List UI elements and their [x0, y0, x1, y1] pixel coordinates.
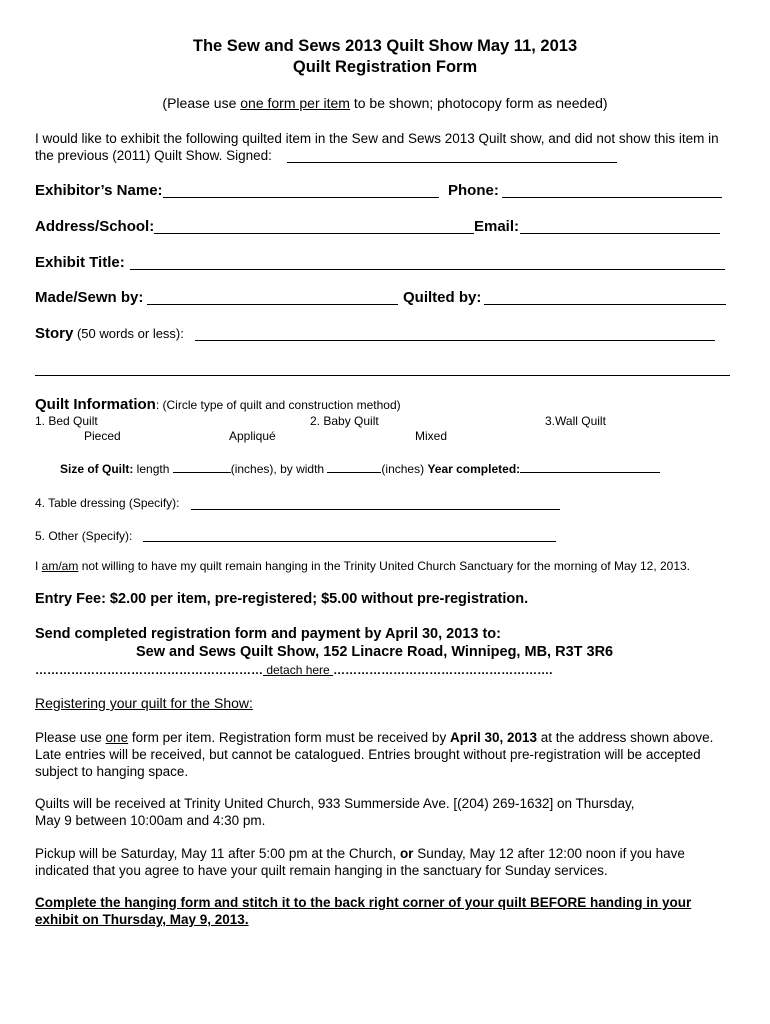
registering-p1-line1: Please use one form per item. Registration form must be received by April 30, 2013 at the address shown above.	[35, 730, 714, 745]
method-pieced[interactable]: Pieced	[84, 429, 121, 443]
phone-field[interactable]	[502, 197, 722, 198]
form-title: The Sew and Sews 2013 Quilt Show May 11, 2013	[192, 37, 578, 55]
am-am-choice[interactable]: am/am	[41, 559, 79, 573]
other-label: 5. Other (Specify):	[35, 529, 133, 543]
hanging-consent: I am/am not willing to have my quilt remain hanging in the Trinity United Church Sanctuary for the morning of May 12, 2013.	[35, 559, 691, 573]
length-field[interactable]	[173, 461, 231, 473]
story-field-line-1[interactable]	[195, 340, 715, 341]
form-subtitle: Quilt Registration Form	[292, 58, 478, 76]
method-applique[interactable]: Appliqué	[229, 429, 276, 443]
exhibit-title-field[interactable]	[130, 269, 725, 270]
registering-p3-line1: Pickup will be Saturday, May 11 after 5:00 pm at the Church, or Sunday, May 12 after 12:00 noon if you have	[35, 846, 685, 861]
exhibit-title-label: Exhibit Title:	[35, 254, 125, 271]
signature-line[interactable]	[287, 162, 617, 163]
phone-label: Phone:	[448, 182, 499, 199]
made-by-field[interactable]	[147, 304, 398, 305]
quilted-by-field[interactable]	[484, 304, 726, 305]
hanging-form-instructions-line2: exhibit on Thursday, May 9, 2013.	[35, 912, 249, 927]
detach-line: ………………………………………………… detach here ……………………………………………….	[35, 663, 553, 677]
registering-p1-line2: Late entries will be received, but cannot be catalogued. Entries brought without pre-registration will be accepted	[35, 747, 701, 762]
address-field[interactable]	[154, 233, 474, 234]
address-label: Address/School:	[35, 218, 155, 235]
entry-fee: Entry Fee: $2.00 per item, pre-registered; $5.00 without pre-registration.	[35, 591, 529, 607]
year-completed-field[interactable]	[520, 461, 660, 473]
registering-p1-line3: subject to hanging space.	[35, 764, 189, 779]
quilted-by-label: Quilted by:	[403, 289, 482, 306]
registering-p3-line2: indicated that you agree to have your quilt remain hanging in the sanctuary for Sunday services.	[35, 863, 608, 878]
exhibitor-name-field[interactable]	[163, 197, 439, 198]
type-baby-quilt[interactable]: 2. Baby Quilt	[310, 414, 379, 428]
intro-line-1: I would like to exhibit the following quilted item in the Sew and Sews 2013 Quilt show, and did not show this item in	[35, 131, 719, 146]
method-mixed[interactable]: Mixed	[415, 429, 448, 443]
registering-p2-line2: May 9 between 10:00am and 4:30 pm.	[35, 813, 266, 828]
registering-p2-line1: Quilts will be received at Trinity United Church, 933 Summerside Ave. [(204) 269-1632] on Thursday,	[35, 796, 635, 811]
type-bed-quilt[interactable]: 1. Bed Quilt	[35, 414, 98, 428]
quilt-info-heading: Quilt Information: (Circle type of quilt and construction method)	[35, 396, 401, 413]
story-field-line-2[interactable]	[35, 375, 730, 376]
table-dressing-field[interactable]	[191, 509, 560, 510]
intro-line-2: the previous (2011) Quilt Show. Signed:	[35, 148, 272, 163]
mailing-address: Sew and Sews Quilt Show, 152 Linacre Road, Winnipeg, MB, R3T 3R6	[136, 644, 614, 660]
width-field[interactable]	[327, 461, 381, 473]
made-by-label: Made/Sewn by:	[35, 289, 144, 306]
send-instructions: Send completed registration form and payment by April 30, 2013 to:	[35, 626, 501, 642]
type-wall-quilt[interactable]: 3.Wall Quilt	[545, 414, 606, 428]
hanging-form-instructions-line1: Complete the hanging form and stitch it to the back right corner of your quilt BEFORE handing in your	[35, 895, 692, 910]
size-row: Size of Quilt: length (inches), by width (inches) Year completed:	[60, 461, 660, 476]
usage-note: (Please use one form per item to be shown; photocopy form as needed)	[162, 95, 608, 111]
registering-heading: Registering your quilt for the Show:	[35, 695, 253, 711]
email-label: Email:	[474, 218, 520, 235]
exhibitor-name-label: Exhibitor’s Name:	[35, 182, 163, 199]
email-field[interactable]	[520, 233, 720, 234]
table-dressing-label: 4. Table dressing (Specify):	[35, 496, 180, 510]
other-field[interactable]	[143, 541, 556, 542]
story-label: Story (50 words or less):	[35, 325, 184, 342]
